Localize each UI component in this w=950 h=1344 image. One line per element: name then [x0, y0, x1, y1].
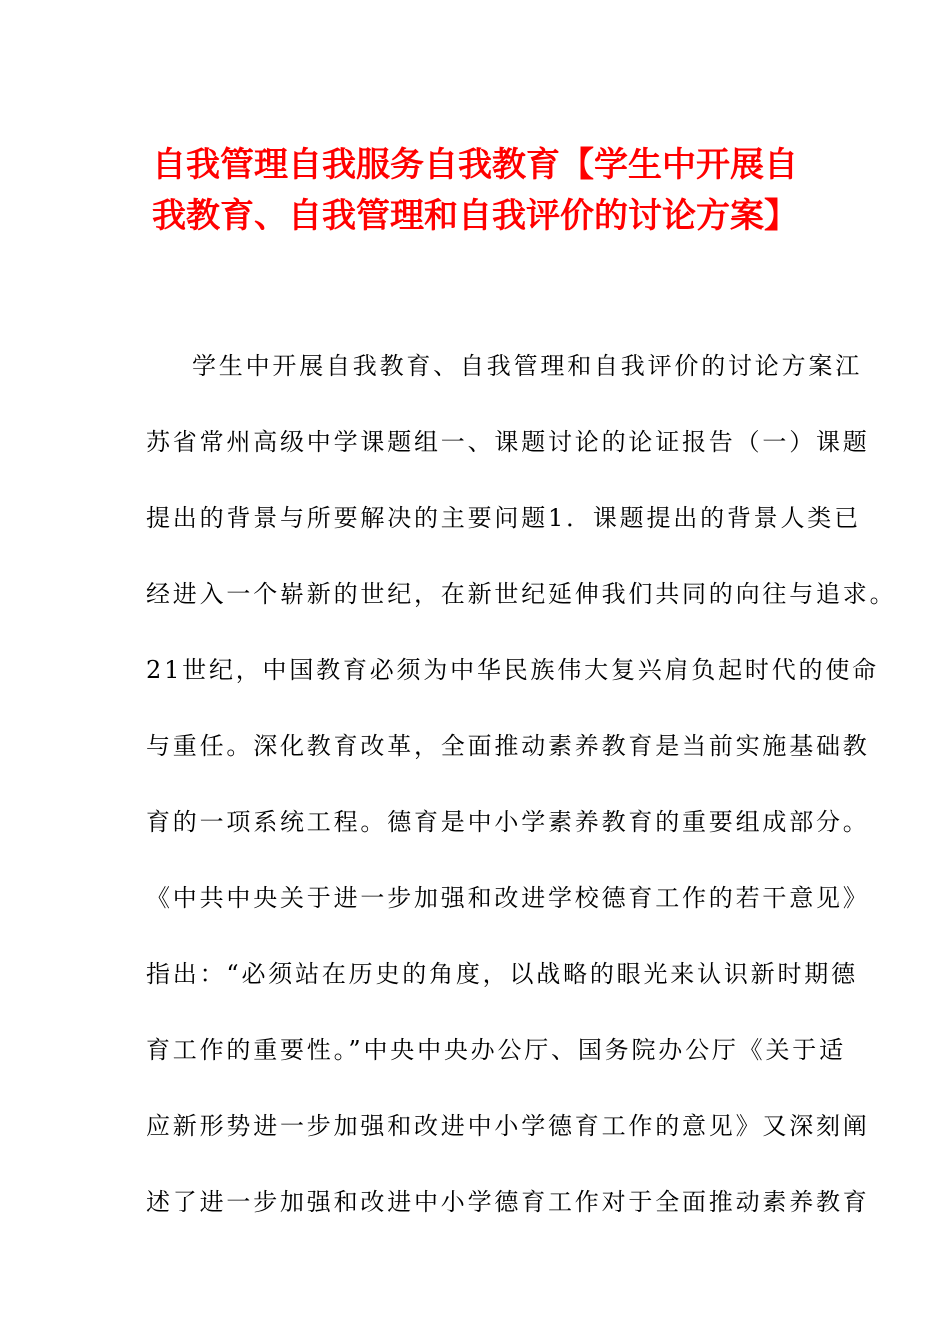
document-body: [146, 328, 897, 1240]
body-line: 指出：“必须站在历史的角度，以战略的眼光来认识新时期德: [146, 960, 858, 988]
title-line: 自我管理自我服务自我教育【学生中开展自: [152, 145, 798, 185]
body-line: 经进入一个崭新的世纪，在新世纪延伸我们共同的向往与追求。: [146, 580, 897, 608]
document-title: [130, 140, 820, 242]
body-line: 苏省常州高级中学课题组一、课题讨论的论证报告（一）课题: [146, 428, 870, 456]
body-line: 21世纪，中国教育必须为中华民族伟大复兴肩负起时代的使命: [146, 656, 879, 684]
title-line: 我教育、自我管理和自我评价的讨论方案】: [152, 196, 798, 236]
body-line: 学生中开展自我教育、自我管理和自我评价的讨论方案江: [192, 352, 862, 380]
body-line: 与重任。深化教育改革，全面推动素养教育是当前实施基础教: [146, 732, 870, 760]
body-line: 提出的背景与所要解决的主要问题1．课题提出的背景人类已: [146, 504, 861, 532]
body-line: 述了进一步加强和改进中小学德育工作对于全面推动素养教育: [146, 1188, 870, 1216]
body-line: 应新形势进一步加强和改进中小学德育工作的意见》又深刻阐: [146, 1112, 870, 1140]
body-line: 育的一项系统工程。德育是中小学素养教育的重要组成部分。: [146, 808, 870, 836]
body-line: 育工作的重要性。”中央中央办公厅、国务院办公厅《关于适: [146, 1036, 846, 1064]
body-line: 《中共中央关于进一步加强和改进学校德育工作的若干意见》: [146, 884, 870, 912]
